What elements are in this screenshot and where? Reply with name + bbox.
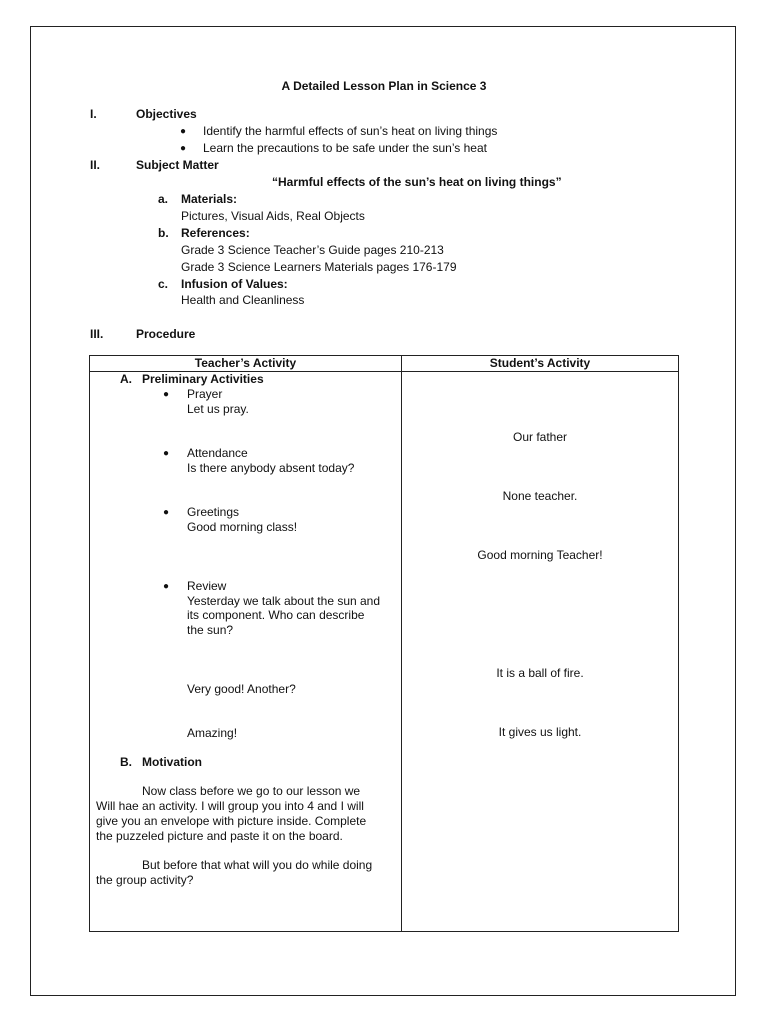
amazing-line: Amazing! [187, 726, 238, 740]
header-student-activity: Student’s Activity [489, 356, 591, 370]
bullet-icon: ● [163, 581, 170, 592]
bullet-icon: ● [180, 143, 187, 154]
materials-text: Pictures, Visual Aids, Real Objects [181, 209, 365, 223]
review-line-3: the sun? [187, 623, 234, 637]
student-response-answer-1: It is a ball of fire. [496, 666, 584, 680]
header-teacher-activity: Teacher’s Activity [194, 356, 297, 370]
item-a-label: Materials: [181, 192, 238, 206]
attendance-line: Is there anybody absent today? [187, 461, 355, 475]
prayer-title: Prayer [187, 387, 223, 401]
item-a-letter: a. [158, 192, 169, 206]
student-response-attendance: None teacher. [502, 489, 578, 503]
very-good-line: Very good! Another? [187, 682, 296, 696]
review-line-1: Yesterday we talk about the sun and [187, 594, 381, 608]
objective-1: Identify the harmful effects of sun’s heat on living things [203, 124, 498, 138]
item-b-label: References: [181, 226, 250, 240]
review-line-2: its component. Who can describe [187, 608, 365, 622]
reference-1: Grade 3 Science Teacher’s Guide pages 210-213 [181, 243, 444, 257]
part-a-label: Preliminary Activities [142, 372, 264, 386]
bullet-icon: ● [163, 507, 170, 518]
lesson-topic: “Harmful effects of the sun’s heat on living things” [272, 175, 562, 189]
bullet-icon: ● [180, 126, 187, 137]
attendance-title: Attendance [187, 446, 248, 460]
section-1-numeral: I. [90, 107, 97, 121]
motivation-p1-line-1: Now class before we go to our lesson we [142, 784, 361, 798]
motivation-p1-line-3: give you an envelope with picture inside. Complete [96, 814, 367, 828]
section-2-heading: Subject Matter [136, 158, 219, 172]
part-b-label: Motivation [142, 755, 202, 769]
part-b-letter: B. [120, 755, 132, 769]
prayer-line: Let us pray. [187, 402, 249, 416]
section-2-numeral: II. [90, 158, 101, 172]
part-a-letter: A. [120, 372, 132, 386]
document-title: A Detailed Lesson Plan in Science 3 [281, 79, 487, 93]
student-response-prayer: Our father [512, 430, 568, 444]
section-3-heading: Procedure [136, 327, 196, 341]
student-response-greetings: Good morning Teacher! [477, 548, 603, 562]
motivation-p2-line-1: But before that what will you do while doing [142, 858, 373, 872]
greetings-line: Good morning class! [187, 520, 298, 534]
values-text: Health and Cleanliness [181, 293, 305, 307]
item-c-label: Infusion of Values: [181, 277, 288, 291]
section-3-numeral: III. [90, 327, 104, 341]
motivation-p1-line-4: the puzzeled picture and paste it on the board. [96, 829, 343, 843]
motivation-p2-line-2: the group activity? [96, 873, 194, 887]
section-1-heading: Objectives [136, 107, 197, 121]
student-response-answer-2: It gives us light. [498, 725, 582, 739]
bullet-icon: ● [163, 448, 170, 459]
motivation-p1-line-2: Will hae an activity. I will group you into 4 and I will [96, 799, 364, 813]
greetings-title: Greetings [187, 505, 240, 519]
bullet-icon: ● [163, 389, 170, 400]
item-c-letter: c. [158, 277, 169, 291]
item-b-letter: b. [158, 226, 169, 240]
objective-2: Learn the precautions to be safe under the sun’s heat [203, 141, 487, 155]
procedure-table [89, 355, 679, 932]
review-title: Review [187, 579, 227, 593]
reference-2: Grade 3 Science Learners Materials pages 176-179 [181, 260, 457, 274]
